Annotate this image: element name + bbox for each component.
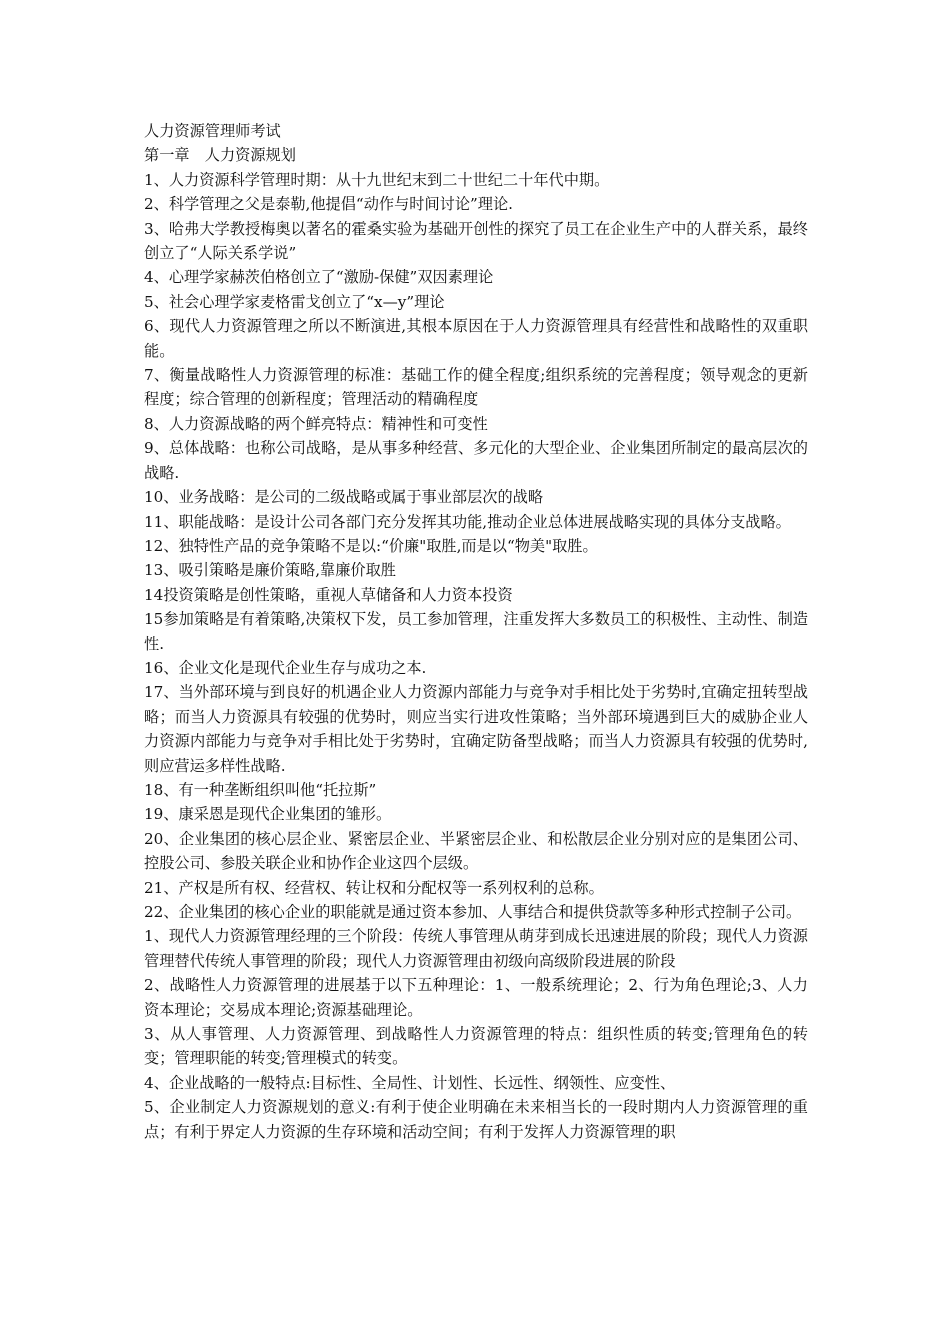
paragraph: 8、人力资源战略的两个鲜亮特点：精神性和可变性 [144, 414, 488, 433]
paragraph: 18、有一种垄断组织叫他“托拉斯” [144, 780, 377, 799]
paragraph: 15参加策略是有着策略,决策权下发，员工参加管理，注重发挥大多数员工的积极性、主动性、制造性. [144, 610, 808, 653]
paragraph: 3、从人事管理、人力资源管理、到战略性人力资源管理的特点：组织性质的转变;管理角色的转变；管理职能的转变;管理模式的转变。 [144, 1025, 808, 1068]
paragraph: 19、康采恩是现代企业集团的雏形。 [144, 805, 392, 824]
paragraph: 11、职能战略：是设计公司各部门充分发挥其功能,推动企业总体进展战略实现的具体分支战略。 [144, 512, 791, 531]
paragraph: 7、衡量战略性人力资源管理的标准：基础工作的健全程度;组织系统的完善程度；领导观念的更新程度；综合管理的创新程度；管理活动的精确程度 [144, 366, 808, 409]
paragraph: 1、现代人力资源管理经理的三个阶段：传统人事管理从萌芽到成长迅速进展的阶段；现代人力资源管理替代传统人事管理的阶段；现代人力资源管理由初级向高级阶段进展的阶段 [144, 927, 808, 970]
paragraph: 20、企业集团的核心层企业、紧密层企业、半紧密层企业、和松散层企业分别对应的是集团公司、控股公司、参股关联企业和协作企业这四个层级。 [144, 829, 808, 873]
paragraph: 22、企业集团的核心企业的职能就是通过资本参加、人事结合和提供贷款等多种形式控制子公司。 [144, 903, 802, 921]
paragraph: 14投资策略是创性策略，重视人草储备和人力资本投资 [144, 585, 513, 604]
paragraph: 2、科学管理之父是泰勒,他提倡“动作与时间讨论”理论. [144, 195, 513, 214]
paragraph: 10、业务战略：是公司的二级战略或属于事业部层次的战略 [144, 488, 544, 507]
paragraph: 12、独特性产品的竞争策略不是以:“价廉"取胜,而是以“物美"取胜。 [144, 536, 598, 555]
paragraph: 4、心理学家赫茨伯格创立了“激励-保健”双因素理论 [144, 268, 494, 287]
paragraph: 9、总体战略：也称公司战略，是从事多种经营、多元化的大型企业、企业集团所制定的最高层次的战略. [144, 439, 808, 482]
paragraph: 4、企业战略的一般特点:目标性、全局性、计划性、长远性、纲领性、应变性、 [144, 1073, 676, 1092]
paragraph: 5、社会心理学家麦格雷戈创立了“x—y”理论 [144, 292, 445, 311]
paragraph: 6、现代人力资源管理之所以不断演进,其根本原因在于人力资源管理具有经营性和战略性的双重职能。 [144, 317, 808, 360]
document-body [144, 119, 808, 1144]
paragraph: 17、当外部环境与到良好的机遇企业人力资源内部能力与竞争对手相比处于劣势时,宜确定扭转型战略；而当人力资源具有较强的优势时，则应当实行进攻性策略；当外部环境遇到巨大的威胁企业人力资源内部能力与竞争对手相比处于劣势时，宜确定防备型战略；而当人力资源具有较强的优势时,则应营运多样性战略. [144, 683, 808, 775]
paragraph: 2、战略性人力资源管理的进展基于以下五种理论：1、一般系统理论；2、行为角色理论;3、人力资本理论；交易成本理论;资源基础理论。 [144, 976, 808, 1019]
paragraph: 16、企业文化是现代企业生存与成功之本. [144, 658, 427, 677]
paragraph: 13、吸引策略是廉价策略,靠廉价取胜 [144, 561, 396, 580]
paragraph: 5、企业制定人力资源规划的意义:有利于使企业明确在未来相当长的一段时期内人力资源管理的重点；有利于界定人力资源的生存环境和活动空间；有利于发挥人力资源管理的职 [144, 1098, 808, 1141]
chapter-heading: 第一章 人力资源规划 [144, 146, 296, 165]
paragraph: 1、人力资源科学管理时期：从十九世纪末到二十世纪二十年代中期。 [144, 170, 610, 189]
document-title: 人力资源管理师考试 [144, 122, 281, 140]
paragraph: 21、产权是所有权、经营权、转让权和分配权等一系列权利的总称。 [144, 878, 604, 897]
paragraph: 3、哈弗大学教授梅奥以著名的霍桑实验为基础开创性的探究了员工在企业生产中的人群关系，最终创立了“人际关系学说” [144, 219, 808, 263]
